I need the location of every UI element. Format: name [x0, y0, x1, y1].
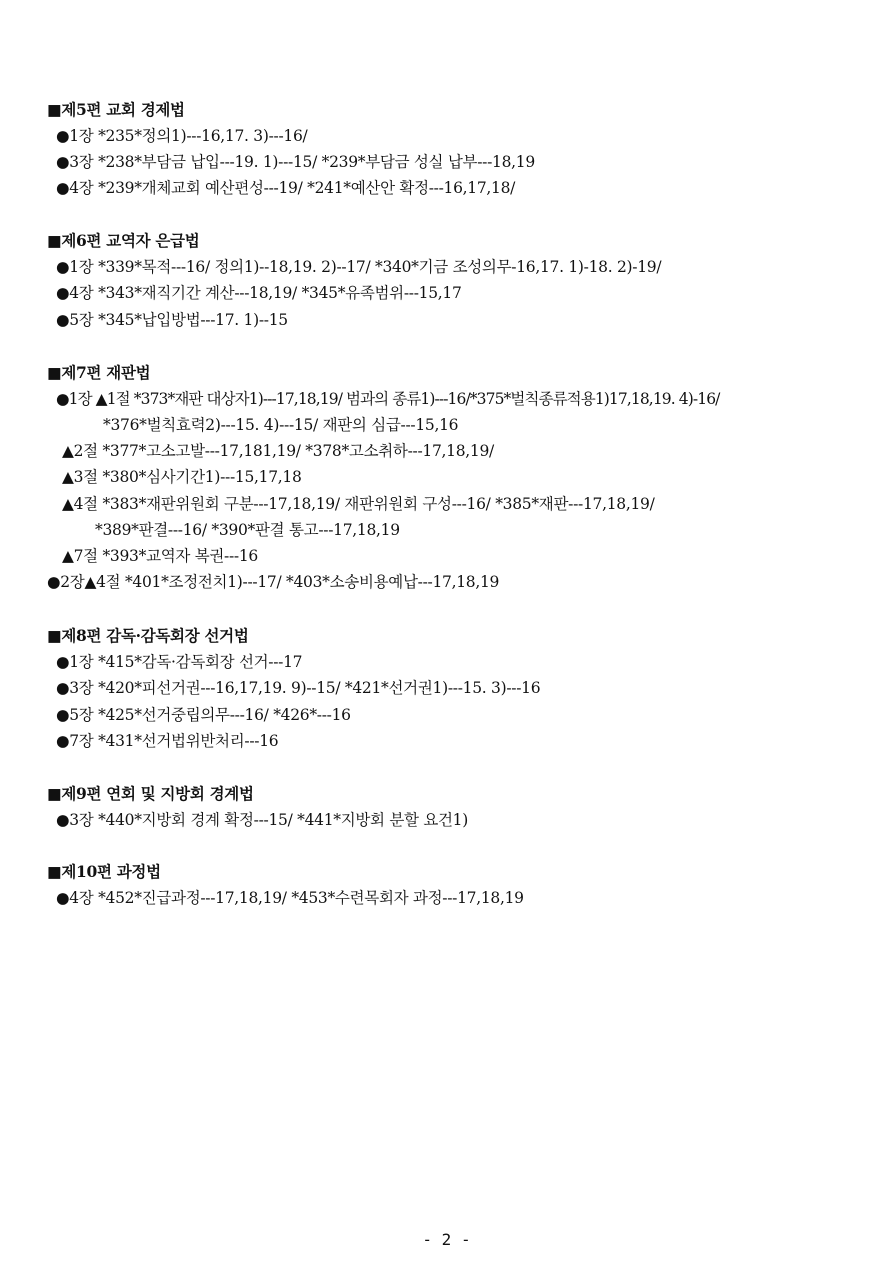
- list-item: *389*판결---16/ *390*판결 통고---17,18,19: [95, 521, 400, 539]
- list-item: ●3장 *238*부담금 납입---19. 1)---15/ *239*부담금 성실 납부---18,19: [56, 153, 535, 171]
- list-item: ●1장 *235*정의1)---16,17. 3)---16/: [56, 127, 308, 145]
- list-item: *376*벌칙효력2)---15. 4)---15/ 재판의 심급---15,16: [103, 416, 459, 434]
- list-item: ●1장 *415*감독·감독회장 선거---17: [56, 653, 303, 671]
- list-item: ●4장 *239*개체교회 예산편성---19/ *241*예산안 확정---16,17,18/: [56, 179, 516, 197]
- section-heading-7: ■제7편 재판법: [47, 363, 151, 382]
- list-item: ▲3절 *380*심사기간1)---15,17,18: [62, 468, 302, 486]
- section-heading-10: ■제10편 과정법: [47, 862, 161, 881]
- page-number: - 2 -: [422, 1230, 471, 1249]
- list-item: ●5장 *345*납입방법---17. 1)--15: [56, 311, 288, 329]
- list-item: ▲2절 *377*고소고발---17,181,19/ *378*고소취하---17,18,19/: [62, 442, 494, 460]
- list-item: ●5장 *425*선거중립의무---16/ *426*---16: [56, 706, 351, 724]
- list-item: ●7장 *431*선거법위반처리---16: [56, 732, 279, 750]
- list-item: ●1장 ▲1절 *373*재판 대상자1)---17,18,19/ 범과의 종류1)---16/*375*벌칙종류적용1)17,18,19. 4)-16/: [56, 390, 720, 408]
- list-item: ▲7절 *393*교역자 복권---16: [62, 547, 258, 565]
- list-item: ●4장 *452*진급과정---17,18,19/ *453*수련목회자 과정---17,18,19: [56, 889, 524, 907]
- list-item: ●4장 *343*재직기간 계산---18,19/ *345*유족범위---15,17: [56, 284, 462, 302]
- list-item: ●3장 *420*피선거권---16,17,19. 9)--15/ *421*선거권1)---15. 3)---16: [56, 679, 541, 697]
- section-heading-6: ■제6편 교역자 은급법: [47, 231, 200, 250]
- section-heading-5: ■제5편 교회 경제법: [47, 100, 185, 119]
- list-item: ●1장 *339*목적---16/ 정의1)--18,19. 2)--17/ *340*기금 조성의무-16,17. 1)-18. 2)-19/: [56, 258, 662, 276]
- section-heading-8: ■제8편 감독·감독회장 선거법: [47, 626, 249, 645]
- list-item: ●2장▲4절 *401*조정전치1)---17/ *403*소송비용예납---17,18,19: [47, 573, 500, 591]
- list-item: ▲4절 *383*재판위원회 구분---17,18,19/ 재판위원회 구성---16/ *385*재판---17,18,19/: [62, 495, 655, 513]
- section-heading-9: ■제9편 연회 및 지방회 경계법: [47, 784, 254, 803]
- list-item: ●3장 *440*지방회 경계 확정---15/ *441*지방회 분할 요건1): [56, 811, 468, 829]
